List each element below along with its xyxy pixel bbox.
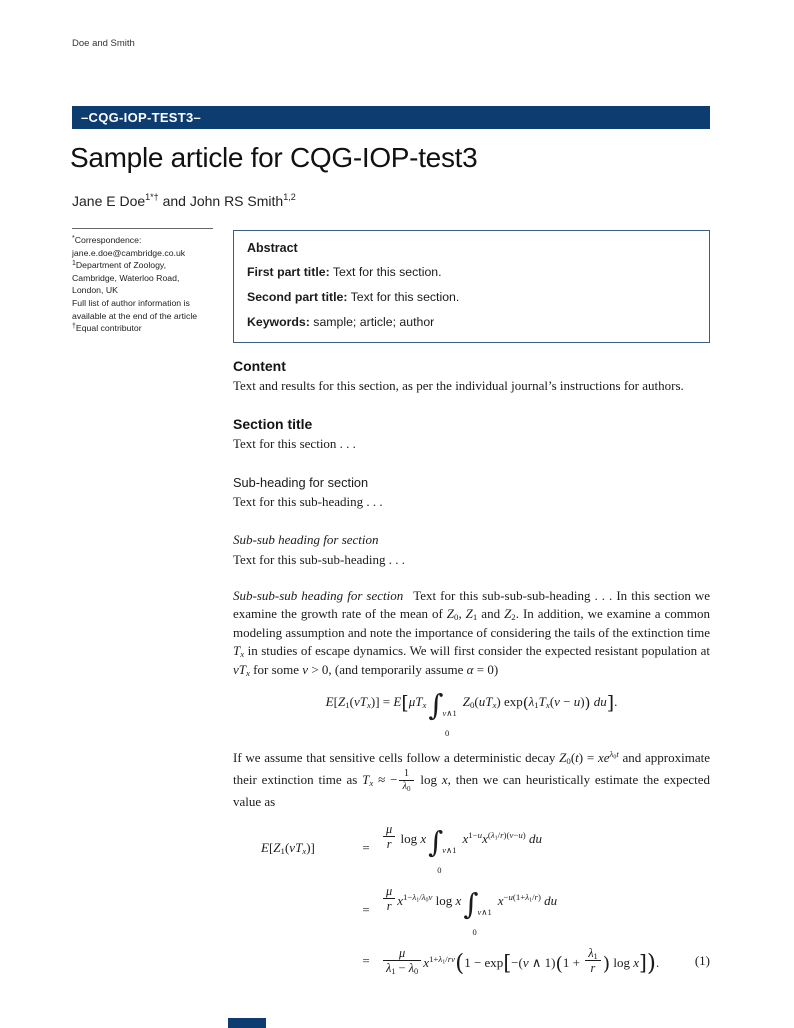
equation-row — [233, 946, 710, 976]
sub-sub-heading: Sub-sub heading for section — [233, 532, 379, 548]
running-head: Doe and Smith — [72, 38, 135, 49]
equation-rhs: $\frac{\mu}{r}$ log x∫ v∧1 0 $x^{1-u}x^{(\lambda 1/r)(v-u)}$ du — [381, 822, 674, 875]
paragraph-with-runin-heading — [233, 587, 710, 679]
abstract-box — [233, 230, 710, 343]
sidebar-line: available at the end of the article — [72, 310, 198, 321]
section-heading-content: Content — [233, 358, 286, 374]
info-row — [72, 228, 710, 343]
display-equation: E[Z1(vTx)] = E[μTx∫ v∧1 0 Z0(uTx) exp(λ1Tx(v − u)) du]. — [325, 688, 618, 739]
author-2-name: and John RS Smith — [158, 193, 284, 209]
abstract-heading: Abstract — [247, 241, 298, 255]
journal-banner-label: –CQG-IOP-TEST3– — [81, 110, 202, 125]
paragraph: Text and results for this section, as per the individual journal’s instructions for authors. — [233, 378, 684, 393]
abstract-keywords: Keywords: sample; article; author — [247, 314, 435, 329]
paragraph: Text for this section . . . — [233, 436, 356, 452]
sidebar-line: Cambridge, Waterloo Road, — [72, 272, 180, 283]
sidebar-line: Full list of author information is — [72, 298, 190, 309]
paragraph-body: Text for this sub-sub-sub-heading . . . In this section we examine the growth rate of the mean of Z0, Z1 and Z2. In addition, we examine a common modeling assumption and note the importance of considering the tails of the extinction time Tx in studies of escape dynamics. We will first consider the expected resistant population at vTx for some v > 0, (and temporarily assume α = 0) — [233, 587, 711, 678]
equation-row — [233, 884, 710, 937]
sub-heading: Sub-heading for section — [233, 474, 369, 490]
equation-rhs: $\frac{\mu}{\lambda 1 - \lambda 0}$ $x^{1+\lambda 1/rv}(1 - \exp[-(v$ ∧ 1)(1 + $\frac{\lambda 1}{r}$ ) log x]). — [381, 946, 674, 976]
sidebar-line: $^1$Department of Zoology, — [72, 260, 167, 271]
abstract-item: Second part title: Text for this section. — [247, 289, 460, 304]
equation-row — [233, 822, 710, 875]
journal-banner — [72, 106, 710, 129]
section-heading-title: Section title — [233, 416, 313, 433]
abstract-item: First part title: Text for this section. — [247, 265, 442, 279]
article-title: Sample article for CQG-IOP-test3 — [70, 142, 478, 173]
equals-sign: = — [362, 902, 370, 918]
aligned-equations — [233, 822, 710, 976]
paragraph: Text for this sub-heading . . . — [233, 493, 383, 509]
sidebar-line: *Correspondence: — [72, 235, 142, 245]
footer-bar — [228, 1018, 266, 1028]
paragraph: Text for this sub-sub-heading . . . — [233, 552, 406, 568]
equation-lhs: E[Z1(vTx)] — [261, 840, 315, 857]
main-column — [233, 358, 710, 985]
equation-number: (1) — [694, 952, 710, 968]
correspondence-sidebar — [72, 228, 213, 343]
sidebar-line: London, UK — [72, 285, 118, 296]
authors-line — [72, 192, 296, 209]
paragraph: If we assume that sensitive cells follow a deterministic decay $Z0(t) = xe^{\lambda 0t}$ and approximate their extinction time as Tx ≈ − $\frac{1}{\lambda 0}$ log x, then we can heuristically estimate the expected value as — [233, 749, 711, 810]
author-2-affiliation-marks: 1,2 — [283, 192, 296, 202]
sub-sub-sub-heading: Sub-sub-sub heading for section — [233, 587, 404, 603]
author-1-affiliation-marks: 1*† — [145, 192, 159, 202]
equals-sign: = — [362, 952, 370, 968]
correspondence-email: jane.e.doe@cambridge.co.uk — [72, 247, 186, 258]
sidebar-line: †Equal contributor — [72, 323, 142, 334]
equals-sign: = — [362, 840, 370, 856]
equation-rhs: $\frac{\mu}{r}$ $x^{1-\lambda 1/\lambda 0v}$ log x∫ v∧1 0 $x^{-u(1+\lambda 1/r)}$ du — [381, 884, 674, 937]
author-1-name: Jane E Doe — [72, 193, 146, 209]
